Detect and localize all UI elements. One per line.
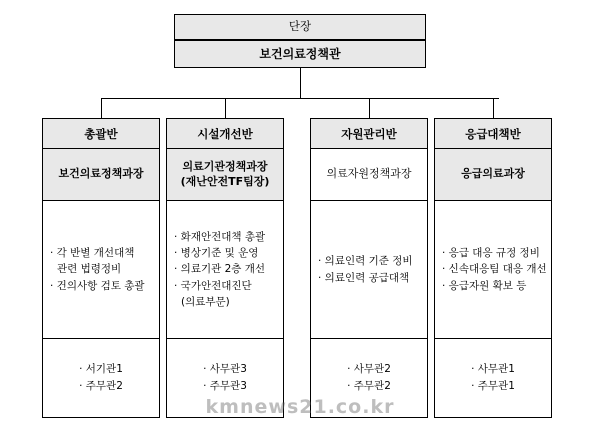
connector-branch-3	[493, 98, 494, 118]
chart-top-subtitle: 보건의료정책관	[174, 40, 426, 68]
connector-branch-0	[101, 98, 102, 118]
column-head-1: 시설개선반	[167, 119, 283, 149]
duty-item: · 병상기준 및 운영	[174, 247, 259, 260]
staff-item: · 주무관2	[347, 380, 391, 392]
chart-top-title: 단장	[174, 14, 426, 40]
column-lead-1	[167, 149, 283, 201]
duty-item: · 응급 대응 규정 정비	[442, 247, 540, 260]
duty-item: (의료부문)	[181, 295, 230, 308]
column-staff-0	[43, 339, 159, 417]
org-column-emergency	[434, 118, 552, 418]
staff-item: · 주무관2	[79, 380, 123, 392]
column-lead-2	[311, 149, 427, 201]
column-staff-3	[435, 339, 551, 417]
column-duties-2	[311, 201, 427, 339]
connector-trunk	[300, 68, 301, 98]
staff-item: · 주무관1	[471, 380, 515, 392]
column-lead-label-0: 보건의료정책과장	[58, 167, 144, 181]
column-duties-3	[435, 201, 551, 339]
duty-item: · 의료인력 기준 정비	[318, 255, 413, 268]
duty-item: · 국가안전대진단	[174, 279, 252, 292]
column-lead-3	[435, 149, 551, 201]
column-head-2: 자원관리반	[311, 119, 427, 149]
staff-item: · 사무관2	[347, 363, 391, 376]
duty-item: · 의료인력 공급대책	[318, 271, 410, 284]
org-column-resource	[310, 118, 428, 418]
connector-branch-2	[369, 98, 370, 118]
column-lead-label-3: 응급의료과장	[461, 167, 525, 181]
column-head-0: 총괄반	[43, 119, 159, 149]
column-lead-label-2: 의료자원정책과장	[326, 167, 412, 181]
duty-item: 관련 법령정비	[57, 263, 122, 276]
duty-item: · 화재안전대책 총괄	[174, 230, 266, 243]
column-lead-0	[43, 149, 159, 201]
duty-item: · 건의사항 검토 총괄	[50, 279, 145, 292]
staff-item: · 서기관1	[79, 363, 123, 376]
connector-branch-1	[225, 98, 226, 118]
duty-item: · 의료기관 2층 개선	[174, 263, 266, 276]
staff-item: · 사무관3	[203, 363, 247, 376]
column-staff-2	[311, 339, 427, 417]
column-staff-1	[167, 339, 283, 417]
staff-item: · 사무관1	[471, 363, 515, 376]
watermark: kmnews21.co.kr	[205, 396, 395, 418]
connector-bus	[101, 98, 499, 99]
duty-item: · 신속대응팀 대응 개선	[442, 263, 547, 276]
duty-item: · 응급자원 확보 등	[442, 279, 527, 292]
column-head-3: 응급대책반	[435, 119, 551, 149]
duty-item: · 각 반별 개선대책	[50, 247, 135, 260]
org-column-total	[42, 118, 160, 418]
column-lead-label-1: 의료기관정책과장 (재난안전TF팀장)	[180, 160, 270, 188]
org-column-facility	[166, 118, 284, 418]
column-duties-0	[43, 201, 159, 339]
column-duties-1	[167, 201, 283, 339]
staff-item: · 주무관3	[203, 380, 247, 392]
